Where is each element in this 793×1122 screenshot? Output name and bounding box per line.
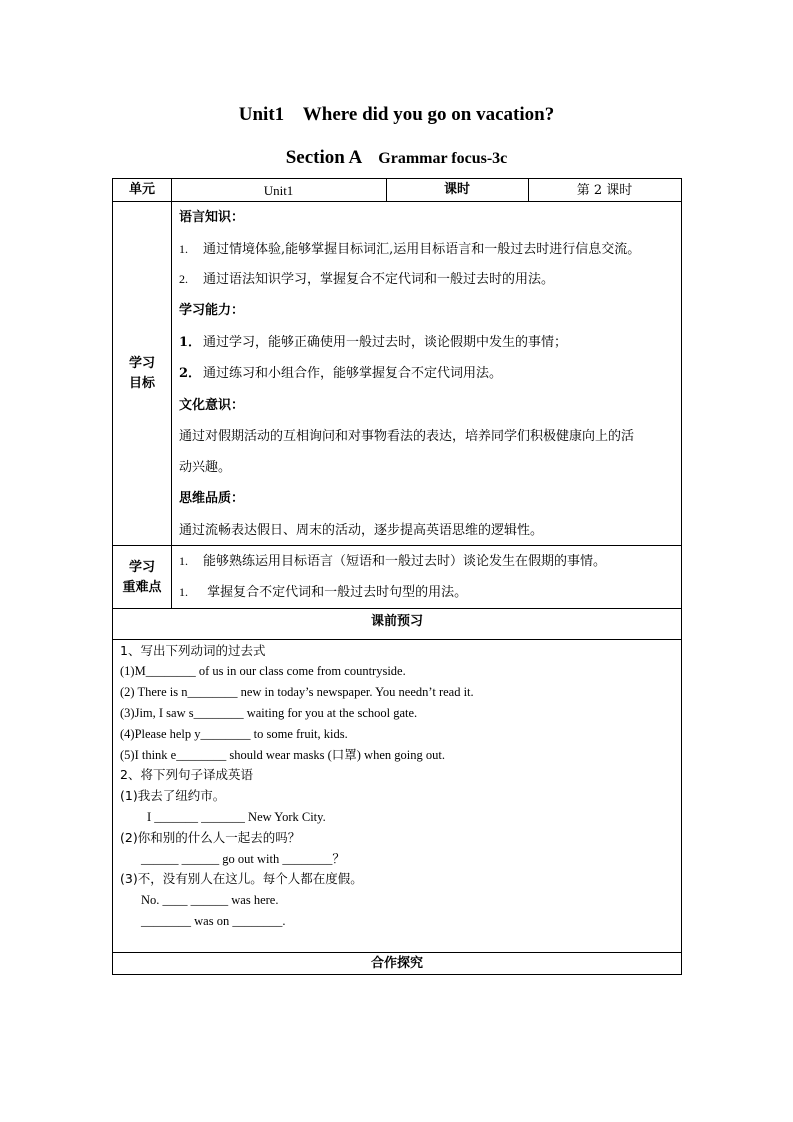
section-label: Section A (285, 147, 363, 168)
row-divider (113, 639, 681, 640)
culture-text-line1: 通过对假期活动的互相询问和对事物看法的表达，培养同学们积极健康向上的活 (179, 429, 635, 444)
section1-title: 1、写出下列动词的过去式 (120, 643, 266, 658)
translation-answer: ______ ______ go out with ________？ (141, 852, 345, 866)
period-label: 课时 (443, 182, 470, 197)
translation-prompt: (1)我去了纽约市。 (120, 788, 226, 803)
period-value: 第 2 课时 (576, 183, 633, 198)
ability-item (179, 336, 567, 349)
ability-item (179, 367, 502, 380)
section-topic: Grammar focus-3c (378, 150, 508, 167)
culture-text-line2: 动兴趣。 (179, 460, 232, 475)
row-divider (113, 201, 681, 202)
exercise-item: (5)I think e________ should wear masks (口罩) when going out. (120, 748, 445, 762)
row-divider (113, 952, 681, 953)
exercise-item: (4)Please help y________ to some fruit, kids. (120, 727, 348, 741)
row-divider (113, 545, 681, 546)
item-text: 掌握复合不定代词和一般过去时句型的用法。 (203, 585, 468, 600)
knowledge-item (179, 243, 640, 256)
col-divider (171, 179, 172, 609)
item-number: 1. (179, 585, 188, 599)
thinking-heading: 思维品质： (179, 491, 245, 506)
knowledge-heading: 语言知识： (179, 210, 245, 225)
item-text: 通过练习和小组合作，能够掌握复合不定代词用法。 (203, 366, 503, 381)
item-text: 通过情境体验,能够掌握目标词汇,运用目标语言和一般过去时进行信息交流。 (203, 242, 641, 257)
objectives-label-line2: 目标 (128, 376, 155, 391)
item-text: 通过语法知识学习，掌握复合不定代词和一般过去时的用法。 (203, 272, 555, 287)
key-points-label-line1: 学习 (128, 560, 155, 575)
translation-prompt: (2)你和别的什么人一起去的吗？ (120, 830, 301, 845)
thinking-text: 通过流畅表达假日、周末的活动，逐步提高英语思维的逻辑性。 (179, 523, 544, 538)
translation-prompt: (3)不，没有别人在这儿。每个人都在度假。 (120, 871, 363, 886)
key-points-label-line2: 重难点 (122, 580, 162, 595)
cooperation-heading: 合作探究 (370, 956, 423, 971)
knowledge-item (179, 273, 554, 286)
item-number: 1. (179, 554, 188, 568)
unit-label: 单元 (128, 182, 155, 197)
translation-answer: I _______ _______ New York City. (147, 810, 326, 824)
item-text: 能够熟练运用目标语言（短语和一般过去时）谈论发生在假期的事情。 (203, 554, 607, 569)
item-number: 2． (179, 366, 202, 381)
exercise-item: (2) There is n________ new in today’s newspaper. You needn’t read it. (120, 685, 474, 699)
item-number: 2. (179, 272, 188, 286)
unit-value: Unit1 (263, 183, 294, 198)
key-points-label (113, 558, 171, 598)
key-point-item (179, 555, 606, 568)
culture-heading: 文化意识： (179, 398, 245, 413)
translation-answer: ________ was on ________. (141, 914, 286, 928)
item-number: 1． (179, 335, 202, 350)
item-text: 通过学习，能够正确使用一般过去时，谈论假期中发生的事情； (203, 335, 568, 350)
objectives-label (113, 354, 171, 394)
section2-title: 2、将下列句子译成英语 (120, 767, 253, 782)
key-point-item (179, 586, 467, 599)
objectives-label-line1: 学习 (128, 356, 155, 371)
item-number: 1. (179, 242, 188, 256)
document-title: Unit1 Where did you go on vacation? (238, 104, 555, 125)
ability-heading: 学习能力： (179, 303, 245, 318)
row-divider (113, 608, 681, 609)
exercise-item: (3)Jim, I saw s________ waiting for you at the school gate. (120, 706, 418, 720)
preview-heading: 课前预习 (370, 614, 423, 629)
document-subtitle (0, 147, 793, 169)
translation-answer: No. ____ ______ was here. (141, 893, 279, 907)
exercise-item: (1)M________ of us in our class come from countryside. (120, 664, 406, 678)
